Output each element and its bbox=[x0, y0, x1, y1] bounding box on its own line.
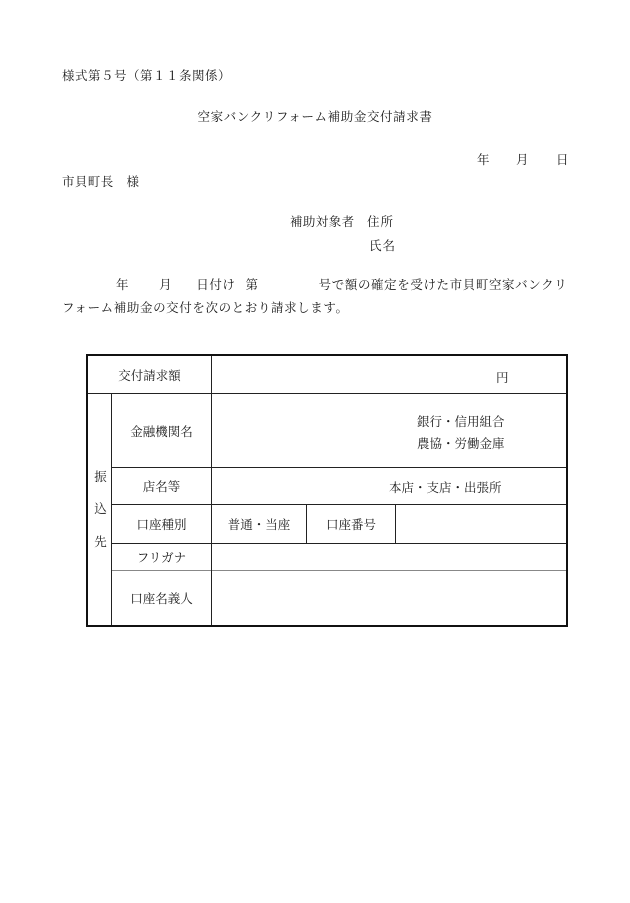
furigana-label: フリガナ bbox=[136, 550, 187, 565]
body-year: 年 bbox=[116, 277, 130, 292]
account-type-label: 口座種別 bbox=[136, 517, 187, 532]
addressee: 市貝町長 様 bbox=[62, 174, 140, 189]
form-number: 様式第５号（第１１条関係） bbox=[62, 68, 232, 83]
page-title: 空家バンクリフォーム補助金交付請求書 bbox=[197, 109, 433, 124]
bank-options-2: 農協・労働金庫 bbox=[417, 436, 505, 451]
amount-input-cell[interactable] bbox=[212, 356, 566, 393]
branch-input-cell[interactable] bbox=[212, 468, 566, 504]
request-statement bbox=[62, 273, 582, 319]
furigana-input-cell[interactable] bbox=[212, 544, 566, 570]
date-day-label: 日 bbox=[556, 152, 569, 167]
transfer-char-1: 振 bbox=[94, 468, 107, 484]
account-holder-input-cell[interactable] bbox=[212, 571, 566, 625]
amount-unit: 円 bbox=[496, 370, 509, 385]
account-number-label-cell bbox=[307, 505, 395, 543]
applicant-label: 補助対象者 bbox=[290, 214, 355, 229]
branch-label-cell bbox=[112, 468, 211, 504]
branch-label: 店名等 bbox=[142, 479, 181, 494]
body-number-prefix: 第 bbox=[245, 277, 259, 292]
bank-input-cell[interactable] bbox=[212, 394, 566, 467]
transfer-destination-label bbox=[88, 394, 113, 625]
account-number-input-cell[interactable] bbox=[396, 505, 566, 543]
request-statement-line-1 bbox=[62, 273, 582, 296]
furigana-label-cell bbox=[112, 544, 211, 570]
date-year-label: 年 bbox=[477, 152, 490, 167]
account-type-options-cell[interactable] bbox=[212, 505, 306, 543]
request-statement-line-2: フォーム補助金の交付を次のとおり請求します。 bbox=[62, 300, 349, 315]
date-month-label: 月 bbox=[516, 152, 529, 167]
applicant-address-label: 住所 bbox=[367, 214, 395, 229]
body-text-line-1: 号で額の確定を受けた市貝町空家バンクリ bbox=[318, 277, 568, 292]
branch-options: 本店・支店・出張所 bbox=[389, 480, 502, 495]
bank-options-1: 銀行・信用組合 bbox=[417, 414, 505, 429]
bank-label-cell bbox=[112, 394, 211, 467]
account-type-label-cell bbox=[112, 505, 211, 543]
transfer-request-table bbox=[86, 354, 568, 627]
applicant-name-label: 氏名 bbox=[369, 238, 397, 253]
account-type-options: 普通・当座 bbox=[227, 517, 291, 532]
transfer-char-2: 込 bbox=[94, 501, 107, 517]
body-day-ref: 日付け bbox=[196, 277, 236, 292]
account-number-label: 口座番号 bbox=[325, 517, 376, 532]
account-holder-label-cell bbox=[112, 571, 211, 625]
transfer-char-3: 先 bbox=[94, 533, 107, 549]
amount-label-cell bbox=[88, 356, 211, 393]
amount-label: 交付請求額 bbox=[118, 367, 181, 383]
body-month: 月 bbox=[159, 277, 173, 292]
bank-label: 金融機関名 bbox=[130, 423, 193, 439]
account-holder-label: 口座名義人 bbox=[130, 591, 193, 606]
